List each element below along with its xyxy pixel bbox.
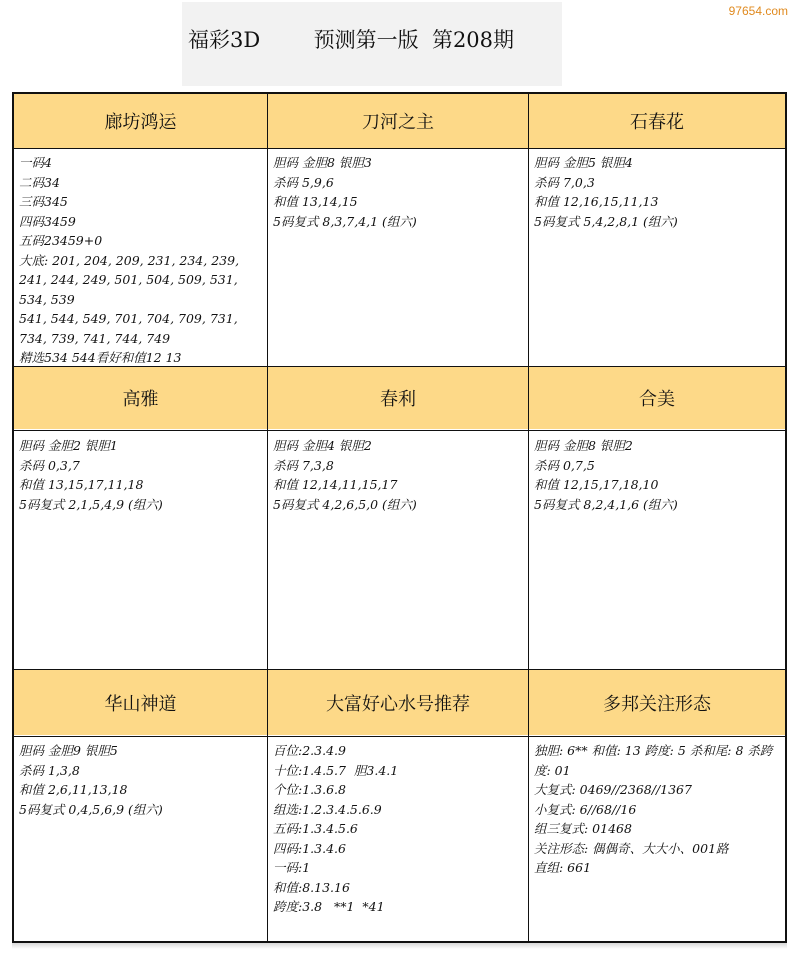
list-item: 和值 12,15,17,18,10: [534, 477, 659, 492]
list-item: 5码复式 5,4,2,8,1 (组六): [534, 213, 678, 229]
list-item: 胆码 金胆8 银胆2: [534, 438, 633, 453]
list-item: 五码23459+0: [19, 233, 103, 248]
list-item: 和值 13,15,17,11,18: [19, 477, 144, 492]
list-item: 一码4: [19, 155, 52, 170]
list-item: 四码3459: [19, 213, 76, 229]
grid-divider: [14, 669, 785, 670]
list-item: 杀码 5,9,6: [273, 174, 334, 190]
list-item: 和值 12,16,15,11,13: [534, 194, 659, 209]
table-shadow: [12, 943, 787, 949]
list-item: 胆码 金胆8 银胆3: [273, 155, 372, 170]
list-item: 和值 12,14,11,15,17: [273, 477, 398, 492]
cell-body-hemei: [529, 432, 785, 668]
list-item: 大底: 201, 204, 209, 231, 234, 239,: [19, 252, 240, 268]
list-item: 一码:1: [273, 860, 311, 875]
list-item: 组选:1.2.3.4.5.6.9: [273, 801, 382, 817]
cell-body-chunli: [268, 432, 528, 668]
grid-divider: [14, 366, 785, 367]
list-item: 5码复式 8,2,4,1,6 (组六): [534, 496, 678, 512]
list-item: 四码:1.3.4.6: [273, 840, 346, 856]
list-item: 关注形态: 偶偶奇、大大小、001路: [534, 840, 729, 856]
list-item: 胆码 金胆9 银胆5: [19, 743, 118, 758]
cell-body-dafu: [268, 737, 528, 941]
list-item: 胆码 金胆5 银胆4: [534, 155, 633, 170]
list-item: 5码复式 8,3,7,4,1 (组六): [273, 213, 417, 229]
list-item: 5码复式 4,2,6,5,0 (组六): [273, 496, 417, 512]
list-item: 和值 2,6,11,13,18: [19, 782, 128, 797]
list-item: 541, 544, 549, 701, 704, 709, 731,: [19, 311, 238, 326]
list-item: 杀码 0,3,7: [19, 457, 80, 473]
list-item: 大复式: 0469//2368//1367: [534, 782, 692, 797]
cell-header-hemei: 合美: [529, 367, 785, 429]
cell-header-duobang: 多邦关注形态: [529, 670, 785, 735]
cell-header-huashan: 华山神道: [14, 670, 267, 735]
cell-header-shichunhua: 石春花: [529, 94, 785, 148]
list-item: 跨度:3.8 **1 *41: [273, 899, 385, 914]
list-item: 胆码 金胆4 银胆2: [273, 438, 372, 453]
cell-body-shichunhua: [529, 149, 785, 365]
list-item: 百位:2.3.4.9: [273, 743, 346, 758]
list-item: 十位:1.4.5.7 胆3.4.1: [273, 762, 399, 778]
cell-header-gaoya: 高雅: [14, 367, 267, 429]
list-item: 胆码 金胆2 银胆1: [19, 438, 118, 453]
cell-body-langfang: [14, 149, 267, 365]
grid-divider: [267, 94, 268, 941]
list-item: 241, 244, 249, 501, 504, 509, 531,: [19, 272, 238, 287]
list-item: 三码345: [19, 194, 68, 209]
list-item: 组三复式: 01468: [534, 821, 632, 836]
list-item: 734, 739, 741, 744, 749: [19, 330, 171, 346]
grid-divider: [14, 430, 785, 431]
list-item: 个位:1.3.6.8: [273, 782, 346, 797]
cell-body-huashan: [14, 737, 267, 941]
cell-header-chunli: 春利: [268, 367, 528, 429]
grid-divider: [528, 94, 529, 941]
cell-body-duobang: [529, 737, 785, 941]
cell-body-gaoya: [14, 432, 267, 668]
page-title: 福彩3D 预测第一版 第208期: [188, 28, 515, 52]
list-item: 二码34: [19, 174, 60, 190]
list-item: 5码复式 2,1,5,4,9 (组六): [19, 496, 163, 512]
list-item: 和值:8.13.16: [273, 879, 350, 895]
list-item: 独胆: 6** 和值: 13 跨度: 5 杀和尾: 8 杀跨度: 01: [534, 743, 773, 778]
list-item: 534, 539: [19, 291, 75, 307]
list-item: 和值 13,14,15: [273, 194, 358, 209]
list-item: 杀码 0,7,5: [534, 457, 595, 473]
watermark-text: 97654.com: [728, 4, 788, 18]
grid-divider: [14, 148, 785, 149]
cell-body-daohe: [268, 149, 528, 365]
cell-header-daohe: 刀河之主: [268, 94, 528, 148]
grid-divider: [14, 736, 785, 737]
list-item: 五码:1.3.4.5.6: [273, 821, 358, 836]
list-item: 小复式: 6//68//16: [534, 801, 637, 817]
list-item: 5码复式 0,4,5,6,9 (组六): [19, 801, 163, 817]
cell-header-langfang: 廊坊鸿运: [14, 94, 267, 148]
list-item: 杀码 7,3,8: [273, 457, 334, 473]
list-item: 杀码 1,3,8: [19, 762, 80, 778]
list-item: 精选534 544看好和值12 13: [19, 350, 182, 365]
list-item: 直组: 661: [534, 860, 592, 875]
cell-header-dafu: 大富好心水号推荐: [268, 670, 528, 735]
list-item: 杀码 7,0,3: [534, 174, 595, 190]
